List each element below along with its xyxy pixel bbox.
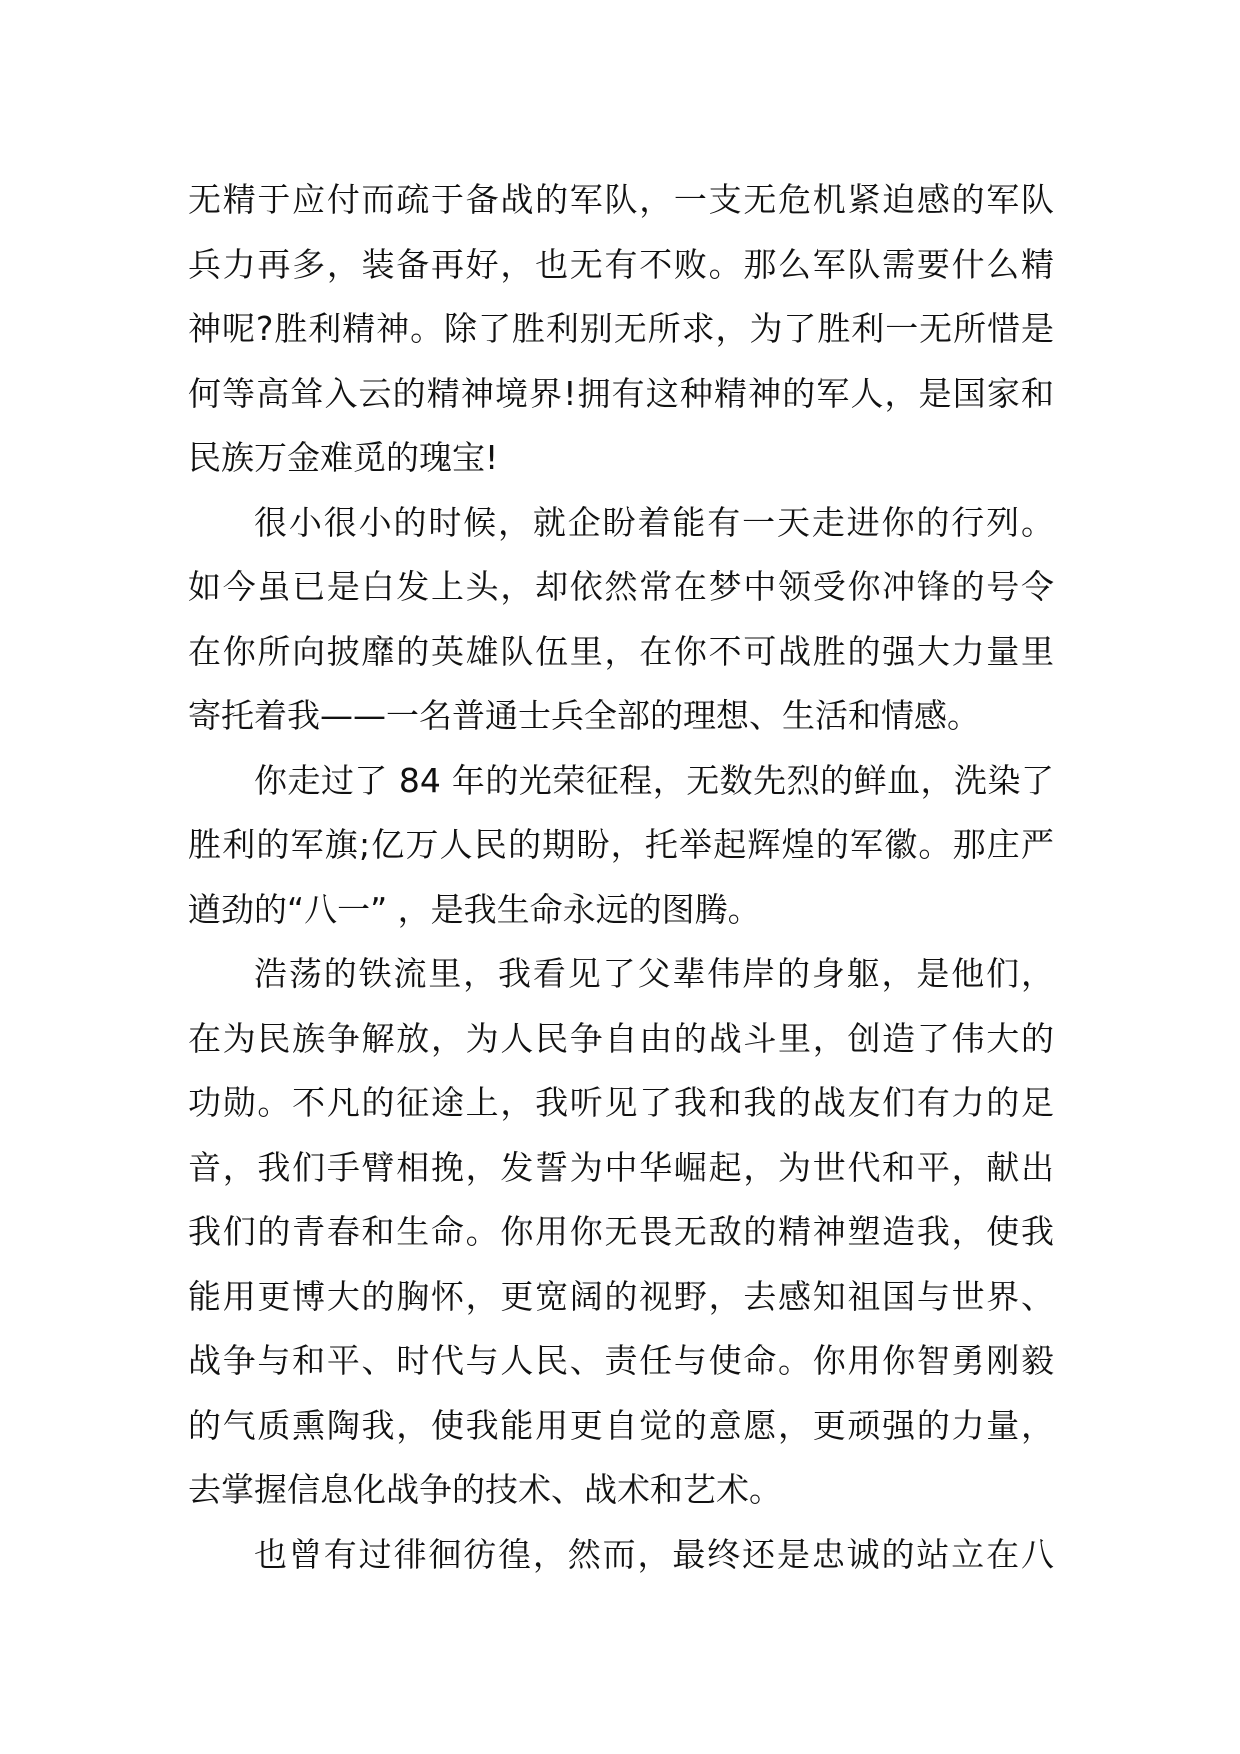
text-line: 遒劲的“八一” ，是我生命永远的图腾。 (188, 889, 761, 929)
paragraph-first-line: 你走过了 84 年的光荣征程，无数先烈的鲜血，洗染了 (254, 760, 1054, 800)
text-line: 神呢?胜利精神。除了胜利别无所求，为了胜利一无所惜是 (188, 309, 1054, 348)
text-line: 如今虽已是白发上头，却依然常在梦中领受你冲锋的号令 (188, 567, 1054, 606)
text-line: 胜利的军旗;亿万人民的期盼，托举起辉煌的军徽。那庄严 (188, 825, 1054, 864)
text-line: 战争与和平、时代与人民、责任与使命。你用你智勇刚毅 (188, 1341, 1054, 1380)
paragraph-first-line: 浩荡的铁流里，我看见了父辈伟岸的身躯，是他们， (254, 954, 1054, 993)
text-line: 能用更博大的胸怀，更宽阔的视野，去感知祖国与世界、 (188, 1276, 1054, 1316)
text-line: 我们的青春和生命。你用你无畏无敌的精神塑造我，使我 (188, 1212, 1054, 1251)
text-line: 何等高耸入云的精神境界!拥有这种精神的军人，是国家和 (188, 373, 1054, 413)
text-line: 兵力再多，装备再好，也无有不败。那么军队需要什么精 (188, 244, 1054, 284)
text-line: 无精于应付而疏于备战的军队，一支无危机紧迫感的军队 (188, 180, 1054, 219)
text-line: 在为民族争解放，为人民争自由的战斗里，创造了伟大的 (188, 1018, 1054, 1058)
paragraph-first-line: 也曾有过徘徊彷徨，然而，最终还是忠诚的站立在八 (254, 1534, 1054, 1574)
text-line: 寄托着我——一名普通士兵全部的理想、生活和情感。 (188, 696, 980, 735)
text-line: 功勋。不凡的征途上，我听见了我和我的战友们有力的足 (188, 1083, 1054, 1122)
text-line: 去掌握信息化战争的技术、战术和艺术。 (188, 1470, 782, 1509)
text-line: 音，我们手臂相挽，发誓为中华崛起，为世代和平，献出 (188, 1147, 1054, 1187)
text-line: 民族万金难觅的瑰宝! (188, 438, 499, 477)
paragraph-first-line: 很小很小的时候，就企盼着能有一天走进你的行列。 (254, 502, 1054, 542)
text-line: 在你所向披靡的英雄队伍里，在你不可战胜的强大力量里 (188, 631, 1054, 671)
text-line: 的气质熏陶我，使我能用更自觉的意愿，更顽强的力量， (188, 1405, 1054, 1445)
body-text (188, 168, 1054, 1587)
